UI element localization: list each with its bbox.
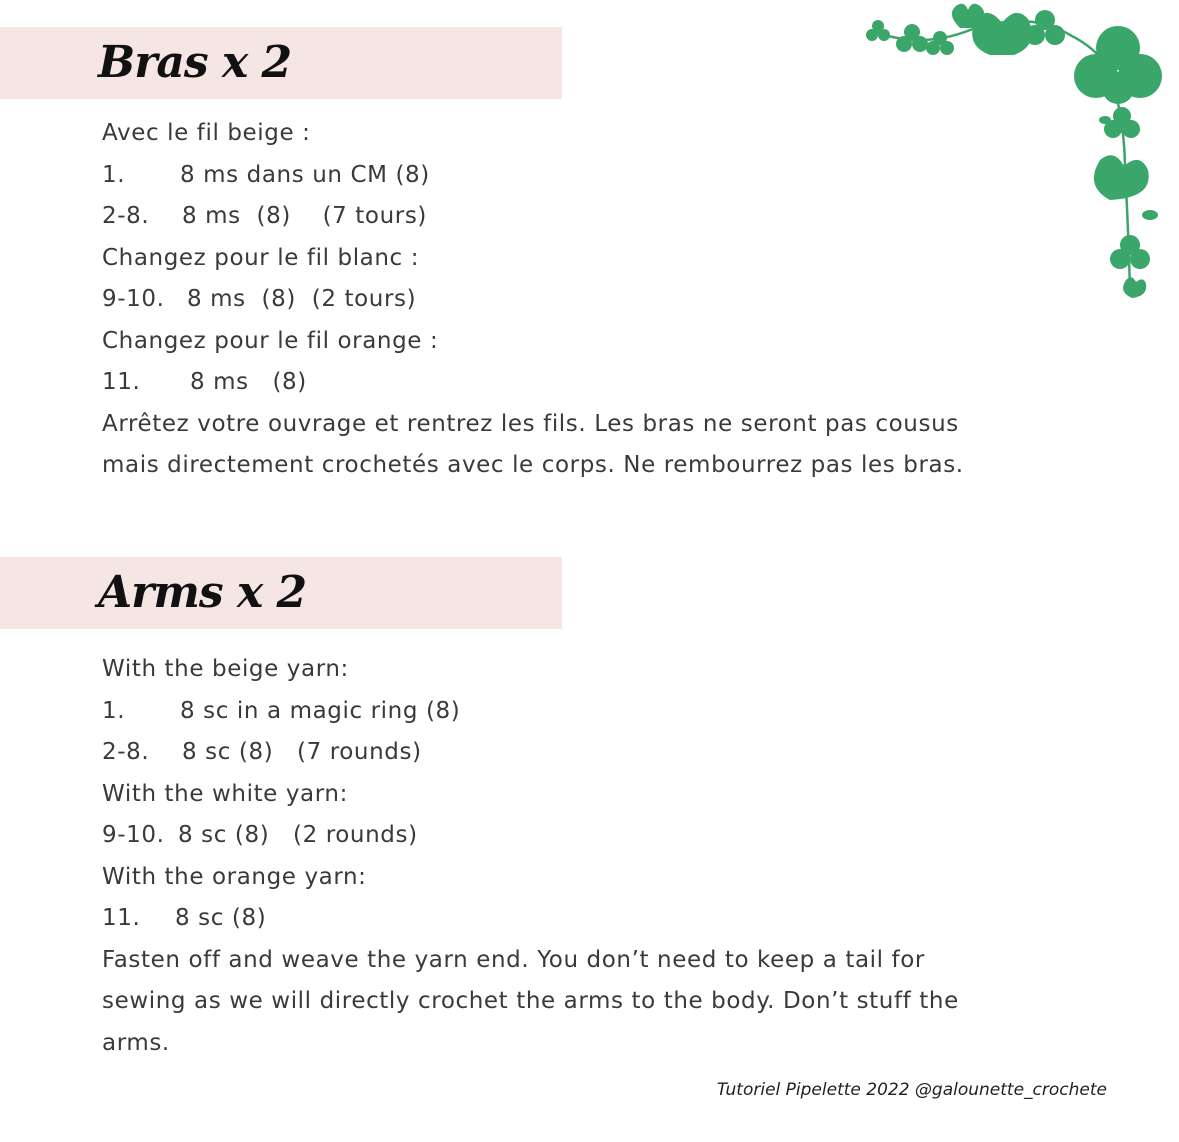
intro-line: Avec le fil beige : [102, 120, 311, 146]
row-text: 8 ms dans un CM (8) [180, 162, 430, 188]
big-clover-icon [1074, 26, 1162, 104]
heart-leaf-icon [972, 13, 1032, 55]
closing-line-1: Arrêtez votre ouvrage et rentrez les fils. Les bras ne seront pas cousus [102, 411, 959, 437]
footer-credit: Tutoriel Pipelette 2022 @galounette_crochete [716, 1080, 1107, 1100]
clover-leaf-icon [866, 20, 890, 41]
row-2-8 [102, 737, 422, 767]
section-title-bras: Bras x 2 [98, 37, 292, 88]
section-banner-arms [0, 557, 562, 629]
intro-line: With the beige yarn: [102, 656, 349, 682]
row-1 [102, 160, 430, 190]
row-text: 8 ms (8) (2 tours) [187, 286, 417, 312]
closing-line-2: mais directement crochetés avec le corps. Ne rembourrez pas les bras. [102, 452, 964, 478]
row-9-10 [102, 820, 418, 850]
change-line-orange: With the orange yarn: [102, 864, 367, 890]
section-banner-bras [0, 27, 562, 99]
clover-leaf-icon [1025, 10, 1065, 45]
row-number: 2-8. [102, 203, 150, 229]
row-number: 1. [102, 698, 126, 724]
row-number: 2-8. [102, 739, 150, 765]
row-9-10 [102, 284, 416, 314]
row-text: 8 sc (8) (7 rounds) [182, 739, 422, 765]
row-text: 8 ms (8) (7 tours) [182, 203, 427, 229]
row-11 [102, 367, 307, 397]
change-line-white: Changez pour le fil blanc : [102, 245, 420, 271]
clover-leaf-icon [896, 24, 928, 52]
closing-line-2: sewing as we will directly crochet the arms to the body. Don’t stuff the [102, 988, 959, 1014]
row-1 [102, 696, 460, 726]
shamrock-vine-decoration [860, 0, 1179, 310]
change-line-orange: Changez pour le fil orange : [102, 328, 439, 354]
row-number: 9-10. [102, 822, 165, 848]
heart-leaf-icon [1094, 155, 1149, 200]
heart-leaf-icon [1123, 277, 1146, 298]
row-text: 8 ms (8) [190, 369, 307, 395]
row-number: 9-10. [102, 286, 165, 312]
row-number: 11. [102, 369, 141, 395]
row-text: 8 sc in a magic ring (8) [180, 698, 461, 724]
section-title-arms: Arms x 2 [98, 567, 307, 618]
row-text: 8 sc (8) [175, 905, 267, 931]
change-line-white: With the white yarn: [102, 781, 348, 807]
row-number: 1. [102, 162, 126, 188]
clover-leaf-icon [926, 31, 954, 55]
row-number: 11. [102, 905, 141, 931]
closing-line-1: Fasten off and weave the yarn end. You don’t need to keep a tail for [102, 947, 925, 973]
row-2-8 [102, 201, 427, 231]
closing-line-3: arms. [102, 1030, 170, 1056]
row-text: 8 sc (8) (2 rounds) [178, 822, 418, 848]
row-11 [102, 903, 266, 933]
